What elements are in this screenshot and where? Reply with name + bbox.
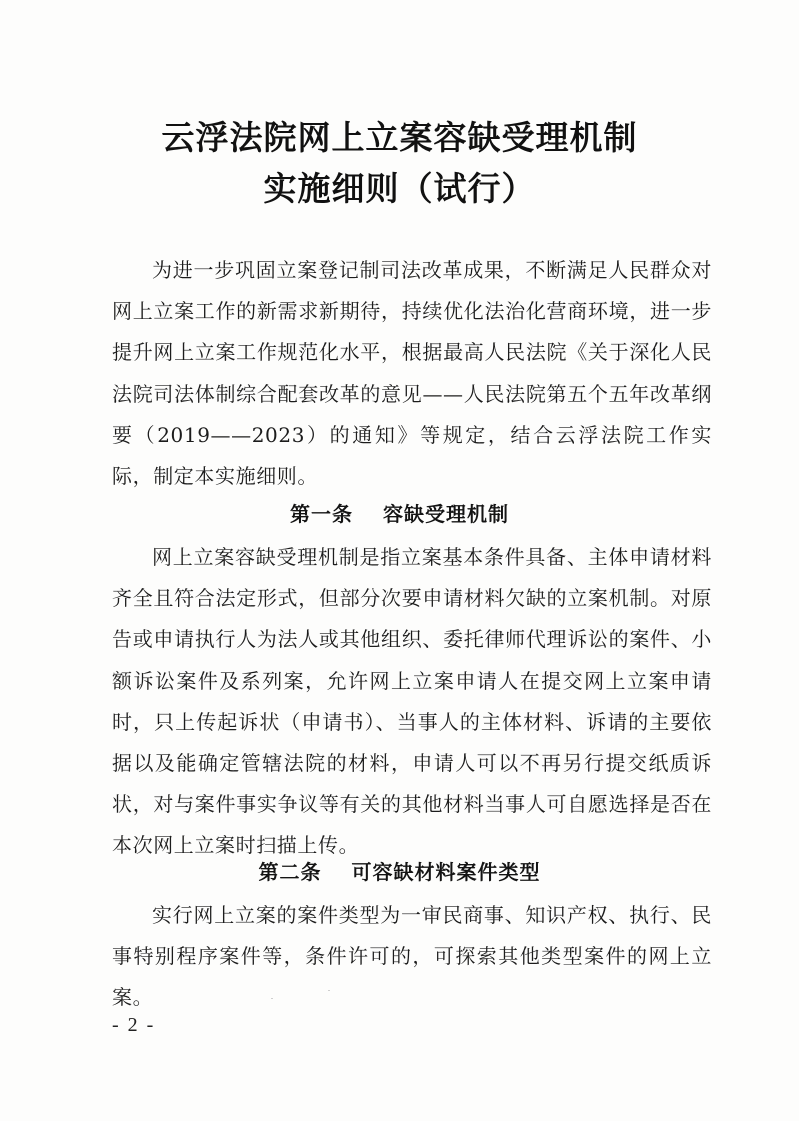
- page-number: - 2 -: [112, 1014, 156, 1036]
- article-2-number: 第二条: [258, 860, 322, 884]
- article-1-number: 第一条: [290, 502, 353, 526]
- article-2-title: 可容缺材料案件类型: [351, 860, 541, 884]
- article-2-heading: [0, 852, 799, 892]
- scan-speck: [271, 998, 273, 999]
- article-2-body: 实行网上立案的案件类型为一审民商事、知识产权、执行、民事特别程序案件等，条件许可的，可探索其他类型案件的网上立案。: [112, 903, 712, 1010]
- intro-paragraph: 为进一步巩固立案登记制司法改革成果，不断满足人民群众对网上立案工作的新需求新期待，持续优化法治化营商环境，进一步提升网上立案工作规范化水平，根据最高人民法院《关于深化人民法院司法体制综合配套改革的意见——人民法院第五个五年改革纲要（2019——2023）的通知》等规定，结合云浮法院工作实际，制定本实施细则。: [112, 258, 712, 489]
- article-1-body: 网上立案容缺受理机制是指立案基本条件具备、主体申请材料齐全且符合法定形式，但部分次要申请材料欠缺的立案机制。对原告或申请执行人为法人或其他组织、委托律师代理诉讼的案件、小额诉讼案件及系列案，允许网上立案申请人在提交网上立案申请时，只上传起诉状（申请书）、当事人的主体材料、诉请的主要依据以及能确定管辖法院的材料，申请人可以不再另行提交纸质诉状，对与案件事实争议等有关的其他材料当事人可自愿选择是否在本次网上立案时扫描上传。: [112, 545, 712, 858]
- document-title-line-1: 云浮法院网上立案容缺受理机制: [161, 118, 638, 157]
- document-title-line-2: 实施细则（试行）: [263, 169, 536, 208]
- article-1-title: 容缺受理机制: [383, 502, 509, 526]
- scan-speck: [328, 990, 330, 991]
- article-1-heading: [0, 494, 799, 534]
